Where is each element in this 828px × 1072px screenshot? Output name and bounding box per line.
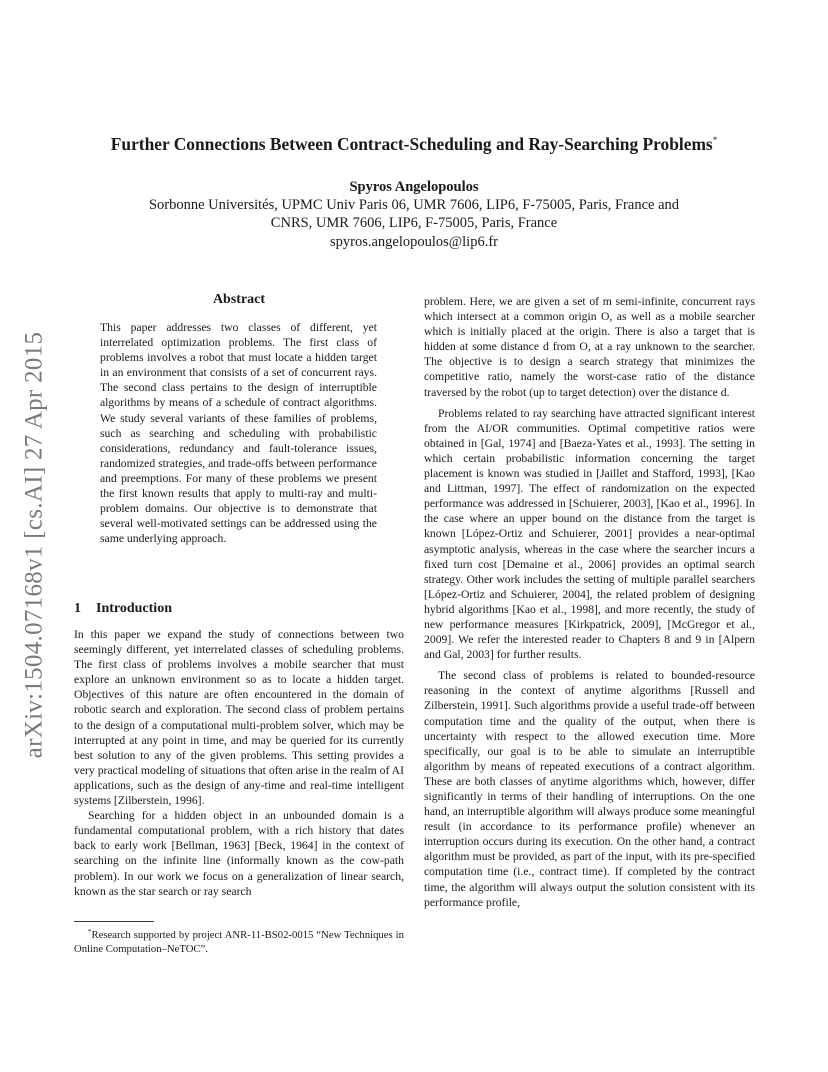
paragraph: Problems related to ray searching have attracted significant interest from the AI/OR communities. Optimal competitive ratios were obtained in [Gal, 1974] and [Baeza-Yates et al., 1993]. The setting in which certain probabilistic information concerning the target placement is known was studied in [Jaillet and Stafford, 1993], [Kao and Littman, 1997]. The effect of randomization on the expected performance was addressed in [Schuierer, 2003], [Kao et al., 1996]. In the case where an upper bound on the distance from the target is known [López-Ortiz and Schuierer, 2001] provides a near-optimal asymptotic analysis, whereas in the case where the searcher incurs a fixed turn cost [Demaine et al., 2006] provides an optimal search strategy. Other work includes the setting of multiple parallel searchers [López-Ortiz and Schuierer, 2004], the related problem of designing hybrid algorithms [Kao et al., 1998], and more recently, the study of new performance measures [Kirkpatrick, 2009], [McGregor et al., 2009]. We refer the interested reader to Chapters 8 and 9 in [Alpern and Gal, 2003] for further results. [424, 406, 755, 662]
paper-title: Further Connections Between Contract-Scheduling and Ray-Searching Problems [110, 134, 713, 154]
abstract-heading: Abstract [212, 292, 266, 307]
section-number: 1 [74, 601, 81, 616]
arxiv-stamp-container [4, 290, 64, 800]
introduction-body [74, 627, 404, 899]
footnote-mark: * [88, 928, 92, 936]
section-title: Introduction [96, 601, 172, 616]
affiliation-line: CNRS, UMR 7606, LIP6, F-75005, Paris, France [270, 215, 558, 232]
paragraph: Searching for a hidden object in an unbounded domain is a fundamental computational problem, with a rich history that dates back to early work [Bellman, 1963] [Beck, 1964] in the context of searching on the infinite line (informally known as the cow-path problem). In our work we focus on a generalization of linear search, known as the star search or ray search [74, 809, 404, 898]
footnote-rule [74, 921, 154, 922]
affiliation-block [40, 196, 788, 251]
footnote-text: Research supported by project ANR-11-BS02-0015 “New Techniques in Online Computation–NeTOC”. [74, 929, 404, 955]
title-footnote-mark: * [712, 135, 718, 145]
footnote [74, 925, 404, 956]
arxiv-stamp: arXiv:1504.07168v1 [cs.AI] 27 Apr 2015 [20, 331, 47, 759]
right-column-body [424, 294, 755, 910]
paragraph: In this paper we expand the study of connections between two seemingly different, yet interrelated classes of scheduling problems. The first class of problems involves a mobile searcher that must explore an unknown environment so as to locate a hidden target. Objectives of this nature are often encountered in the domain of robotic search and exploration. The second class of problem pertains to the design of a computational multi-problem solver, which may be interrupted at any point in time, and may be queried for its currently best solution to any of the given problems. This setting provides a very practical modeling of situations that often arise in the realm of AI applications, such as the design of any-time and real-time intelligent systems [Zilberstein, 1996]. [74, 628, 404, 808]
paper-title-block [40, 129, 788, 155]
paragraph: The second class of problems is related to bounded-resource reasoning in the context of anytime algorithms [Russell and Zilberstein, 1991]. Such algorithms provide a useful trade-off between computation time and the quality of the output, when there is uncertainty with respect to the allowed execution time. More specifically, our goal is to be able to simulate an interruptible algorithm by means of repeated executions of a contract algorithm. These are both classes of anytime algorithms which, however, differ significantly in terms of their handling of interruptions. On the one hand, an interruptible algorithm will always produce some meaningful result (in accordance to its performance profile) whenever an interruption occurs during its execution. On the other hand, a contract algorithm must be provided, as part of the input, with its pre-specified computation time (i.e., contract time). If completed by the contract time, the algorithm will always output the solution consistent with its performance profile, [424, 669, 755, 909]
paragraph: problem. Here, we are given a set of m semi-infinite, concurrent rays which intersect at a common origin O, as well as a mobile searcher which is initially placed at the origin. There is also a target that is hidden at some distance d from O, at a ray unknown to the searcher. The objective is to design a search strategy that minimizes the competitive ratio, namely the worst-case ratio of the distance traversed by the robot (up to target detection) over the distance d. [424, 295, 755, 399]
abstract-body: This paper addresses two classes of different, yet interrelated optimization problems. The first class of problems involves a robot that must locate a hidden target in an environment that consists of a set of concurrent rays. The second class pertains to the design of interruptible algorithms by means of a schedule of contract algorithms. We study several variants of these families of problems, such as searching and scheduling with probabilistic considerations, redundancy and fault-tolerance issues, randomized strategies, and trade-offs between performance and preemptions. For many of these problems we present the first known results that apply to multi-ray and multi-problem domains. Our objective is to demonstrate that several well-motivated settings can be addressed using the same underlying approach. [100, 321, 377, 546]
affiliation-line: Sorbonne Universités, UPMC Univ Paris 06, UMR 7606, LIP6, F-75005, Paris, France and [148, 197, 680, 213]
author-email: spyros.angelopoulos@lip6.fr [329, 233, 498, 250]
section-heading [74, 601, 172, 617]
author-name: Spyros Angelopoulos [349, 179, 479, 195]
